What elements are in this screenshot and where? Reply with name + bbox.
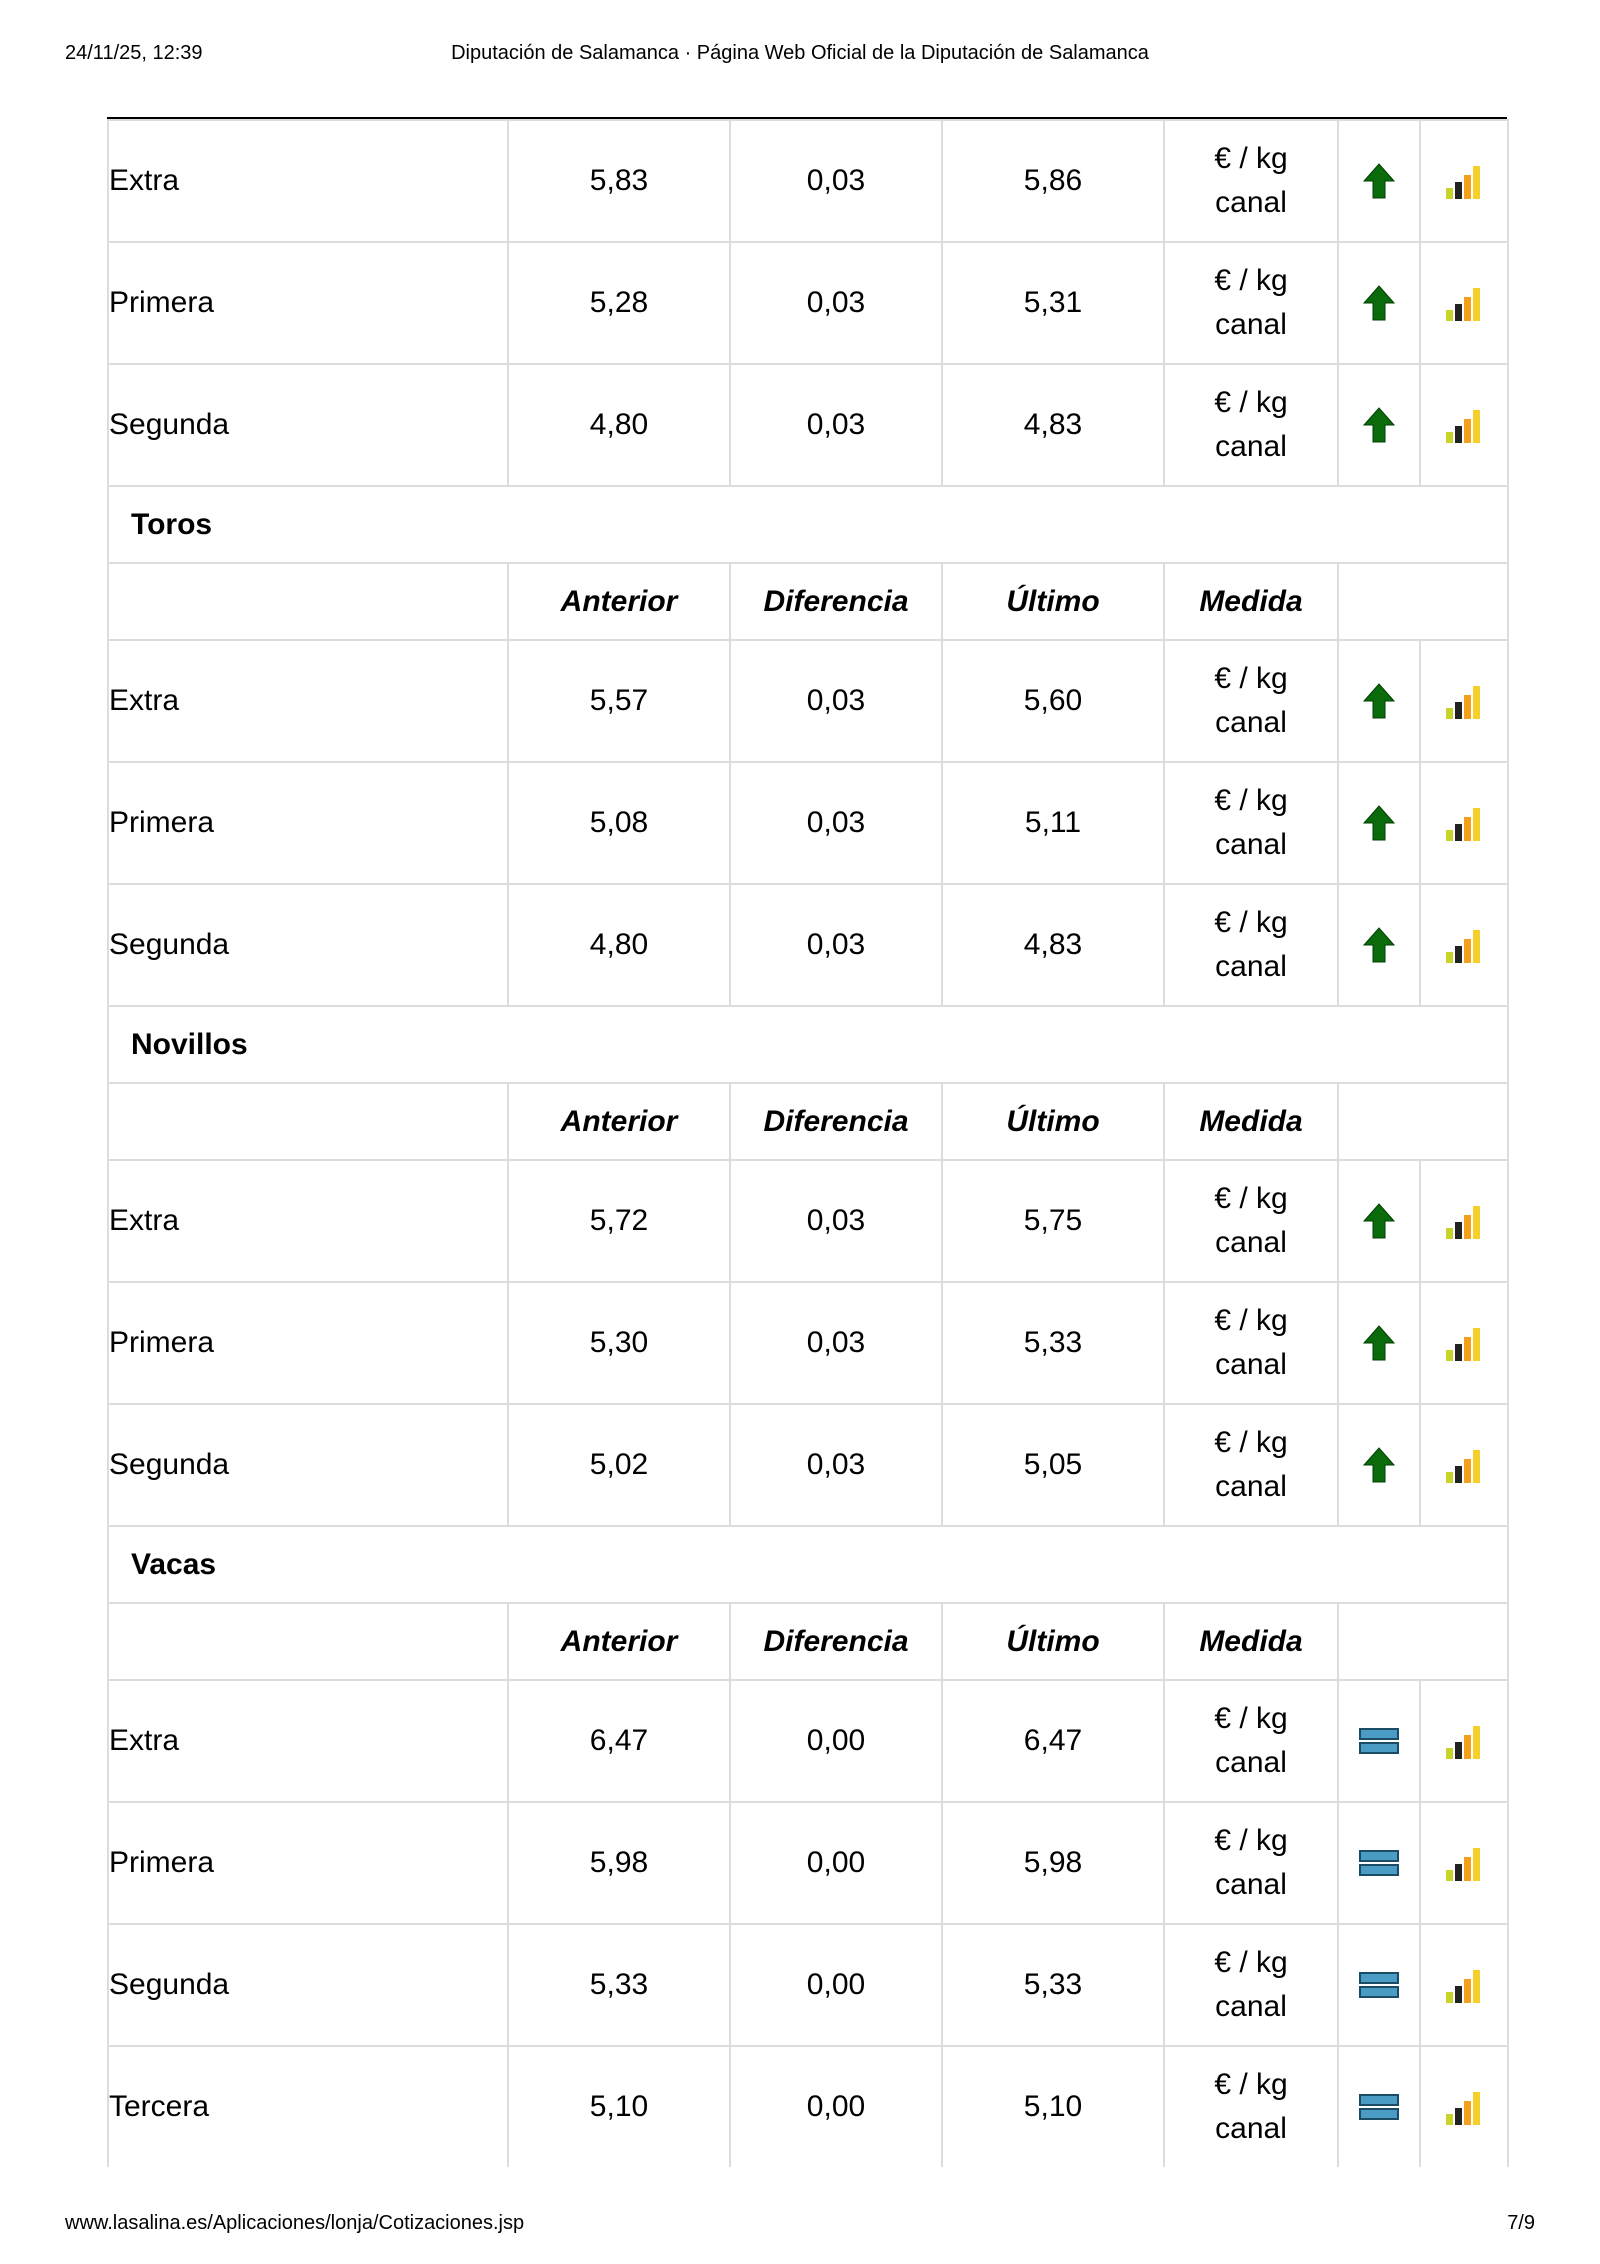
table-row xyxy=(108,242,1508,364)
medida-unit-line2: canal xyxy=(1215,706,1287,739)
ultimo-value: 5,86 xyxy=(942,120,1164,242)
bar-chart-icon[interactable] xyxy=(1444,1445,1484,1485)
section-title: Toros xyxy=(108,486,1508,563)
anterior-value: 5,83 xyxy=(508,120,730,242)
ultimo-value: 5,33 xyxy=(942,1282,1164,1404)
medida-unit-line1: € / kg xyxy=(1214,784,1288,817)
bar-chart-icon[interactable] xyxy=(1444,1843,1484,1883)
category-name: Tercera xyxy=(108,2046,508,2167)
medida-unit xyxy=(1164,1680,1338,1802)
section-title: Vacas xyxy=(108,1526,1508,1603)
column-header-row xyxy=(108,1083,1508,1160)
ultimo-value: 5,75 xyxy=(942,1160,1164,1282)
medida-unit-line2: canal xyxy=(1215,950,1287,983)
column-header-ultimo: Último xyxy=(942,1603,1164,1680)
diferencia-value: 0,03 xyxy=(730,120,942,242)
column-header-medida: Medida xyxy=(1164,563,1338,640)
bar-chart-icon[interactable] xyxy=(1444,405,1484,445)
print-page-number: 7/9 xyxy=(1507,2212,1535,2234)
category-name: Extra xyxy=(108,640,508,762)
history-chart-cell[interactable] xyxy=(1420,1802,1508,1924)
medida-unit-line1: € / kg xyxy=(1214,1824,1288,1857)
diferencia-value: 0,00 xyxy=(730,1680,942,1802)
medida-unit xyxy=(1164,884,1338,1006)
category-name: Primera xyxy=(108,242,508,364)
trend-equal-icon xyxy=(1359,1721,1399,1761)
bar-chart-icon[interactable] xyxy=(1444,1721,1484,1761)
anterior-value: 5,02 xyxy=(508,1404,730,1526)
history-chart-cell[interactable] xyxy=(1420,640,1508,762)
bar-chart-icon[interactable] xyxy=(1444,1201,1484,1241)
column-header-diferencia: Diferencia xyxy=(730,1083,942,1160)
trend-up-arrow-icon xyxy=(1359,1323,1399,1363)
trend-up-arrow-icon xyxy=(1359,161,1399,201)
diferencia-value: 0,03 xyxy=(730,1160,942,1282)
history-chart-cell[interactable] xyxy=(1420,884,1508,1006)
bar-chart-icon[interactable] xyxy=(1444,161,1484,201)
bar-chart-icon[interactable] xyxy=(1444,2087,1484,2127)
anterior-value: 5,28 xyxy=(508,242,730,364)
bar-chart-icon[interactable] xyxy=(1444,803,1484,843)
ultimo-value: 6,47 xyxy=(942,1680,1164,1802)
bar-chart-icon[interactable] xyxy=(1444,1965,1484,2005)
column-header-diferencia: Diferencia xyxy=(730,1603,942,1680)
trend-up-arrow-icon xyxy=(1359,803,1399,843)
history-chart-cell[interactable] xyxy=(1420,1404,1508,1526)
bar-chart-icon[interactable] xyxy=(1444,283,1484,323)
table-row xyxy=(108,1924,1508,2046)
diferencia-value: 0,00 xyxy=(730,1924,942,2046)
category-name: Extra xyxy=(108,1680,508,1802)
medida-unit-line1: € / kg xyxy=(1214,1702,1288,1735)
trend-up-arrow-icon xyxy=(1359,1445,1399,1485)
category-name: Extra xyxy=(108,1160,508,1282)
diferencia-value: 0,03 xyxy=(730,884,942,1006)
trend-cell xyxy=(1338,1680,1420,1802)
table-row xyxy=(108,364,1508,486)
history-chart-cell[interactable] xyxy=(1420,762,1508,884)
trend-cell xyxy=(1338,1802,1420,1924)
medida-unit xyxy=(1164,640,1338,762)
cotizaciones-table xyxy=(107,119,1509,2167)
anterior-value: 5,98 xyxy=(508,1802,730,1924)
column-header-row xyxy=(108,1603,1508,1680)
table-row xyxy=(108,640,1508,762)
column-header-diferencia: Diferencia xyxy=(730,563,942,640)
medida-unit-line2: canal xyxy=(1215,430,1287,463)
ultimo-value: 4,83 xyxy=(942,884,1164,1006)
trend-equal-icon xyxy=(1359,1843,1399,1883)
trend-up-arrow-icon xyxy=(1359,405,1399,445)
trend-cell xyxy=(1338,1924,1420,2046)
medida-unit xyxy=(1164,1160,1338,1282)
history-chart-cell[interactable] xyxy=(1420,2046,1508,2167)
medida-unit-line1: € / kg xyxy=(1214,2068,1288,2101)
medida-unit-line1: € / kg xyxy=(1214,1946,1288,1979)
table-row xyxy=(108,762,1508,884)
medida-unit-line2: canal xyxy=(1215,1746,1287,1779)
table-row xyxy=(108,1282,1508,1404)
column-header-empty xyxy=(1338,1083,1508,1160)
trend-cell xyxy=(1338,884,1420,1006)
anterior-value: 5,33 xyxy=(508,1924,730,2046)
history-chart-cell[interactable] xyxy=(1420,1160,1508,1282)
medida-unit-line2: canal xyxy=(1215,186,1287,219)
history-chart-cell[interactable] xyxy=(1420,120,1508,242)
ultimo-value: 5,10 xyxy=(942,2046,1164,2167)
column-header-anterior: Anterior xyxy=(508,1083,730,1160)
medida-unit-line2: canal xyxy=(1215,308,1287,341)
category-name: Segunda xyxy=(108,1404,508,1526)
anterior-value: 6,47 xyxy=(508,1680,730,1802)
column-header-medida: Medida xyxy=(1164,1603,1338,1680)
category-name: Segunda xyxy=(108,1924,508,2046)
print-url: www.lasalina.es/Aplicaciones/lonja/Cotizaciones.jsp xyxy=(65,2212,525,2234)
section-header-row xyxy=(108,1526,1508,1603)
anterior-value: 5,30 xyxy=(508,1282,730,1404)
column-header-row xyxy=(108,563,1508,640)
anterior-value: 5,10 xyxy=(508,2046,730,2167)
medida-unit-line1: € / kg xyxy=(1214,142,1288,175)
category-name: Primera xyxy=(108,762,508,884)
diferencia-value: 0,03 xyxy=(730,1282,942,1404)
trend-cell xyxy=(1338,640,1420,762)
medida-unit-line1: € / kg xyxy=(1214,1426,1288,1459)
medida-unit-line1: € / kg xyxy=(1214,264,1288,297)
medida-unit xyxy=(1164,1924,1338,2046)
trend-cell xyxy=(1338,762,1420,884)
history-chart-cell[interactable] xyxy=(1420,242,1508,364)
bar-chart-icon[interactable] xyxy=(1444,681,1484,721)
trend-cell xyxy=(1338,364,1420,486)
history-chart-cell[interactable] xyxy=(1420,1680,1508,1802)
category-name: Segunda xyxy=(108,364,508,486)
table-row xyxy=(108,1680,1508,1802)
medida-unit-line2: canal xyxy=(1215,1868,1287,1901)
column-header-empty xyxy=(1338,563,1508,640)
trend-cell xyxy=(1338,1160,1420,1282)
trend-cell xyxy=(1338,1282,1420,1404)
print-page-title: Diputación de Salamanca · Página Web Oficial de la Diputación de Salamanca xyxy=(451,42,1149,64)
table-row xyxy=(108,1404,1508,1526)
diferencia-value: 0,03 xyxy=(730,640,942,762)
column-header-medida: Medida xyxy=(1164,1083,1338,1160)
medida-unit xyxy=(1164,1802,1338,1924)
medida-unit xyxy=(1164,1282,1338,1404)
history-chart-cell[interactable] xyxy=(1420,1282,1508,1404)
medida-unit-line2: canal xyxy=(1215,1470,1287,1503)
anterior-value: 4,80 xyxy=(508,364,730,486)
column-header-empty xyxy=(108,563,508,640)
medida-unit xyxy=(1164,120,1338,242)
table-row xyxy=(108,1160,1508,1282)
medida-unit-line2: canal xyxy=(1215,1990,1287,2023)
section-header-row xyxy=(108,1006,1508,1083)
table-row xyxy=(108,1802,1508,1924)
category-name: Extra xyxy=(108,120,508,242)
ultimo-value: 4,83 xyxy=(942,364,1164,486)
diferencia-value: 0,03 xyxy=(730,1404,942,1526)
column-header-anterior: Anterior xyxy=(508,563,730,640)
category-name: Primera xyxy=(108,1802,508,1924)
medida-unit-line1: € / kg xyxy=(1214,1182,1288,1215)
medida-unit-line2: canal xyxy=(1215,2112,1287,2145)
column-header-empty xyxy=(1338,1603,1508,1680)
medida-unit-line1: € / kg xyxy=(1214,662,1288,695)
anterior-value: 5,57 xyxy=(508,640,730,762)
medida-unit-line2: canal xyxy=(1215,1226,1287,1259)
category-name: Primera xyxy=(108,1282,508,1404)
anterior-value: 5,72 xyxy=(508,1160,730,1282)
medida-unit xyxy=(1164,242,1338,364)
category-name: Segunda xyxy=(108,884,508,1006)
trend-up-arrow-icon xyxy=(1359,283,1399,323)
anterior-value: 4,80 xyxy=(508,884,730,1006)
medida-unit-line1: € / kg xyxy=(1214,1304,1288,1337)
column-header-anterior: Anterior xyxy=(508,1603,730,1680)
diferencia-value: 0,00 xyxy=(730,1802,942,1924)
trend-cell xyxy=(1338,2046,1420,2167)
ultimo-value: 5,98 xyxy=(942,1802,1164,1924)
diferencia-value: 0,03 xyxy=(730,364,942,486)
history-chart-cell[interactable] xyxy=(1420,1924,1508,2046)
ultimo-value: 5,33 xyxy=(942,1924,1164,2046)
bar-chart-icon[interactable] xyxy=(1444,925,1484,965)
medida-unit xyxy=(1164,2046,1338,2167)
medida-unit-line2: canal xyxy=(1215,1348,1287,1381)
bar-chart-icon[interactable] xyxy=(1444,1323,1484,1363)
trend-cell xyxy=(1338,120,1420,242)
section-title: Novillos xyxy=(108,1006,1508,1083)
medida-unit xyxy=(1164,1404,1338,1526)
column-header-empty xyxy=(108,1083,508,1160)
column-header-ultimo: Último xyxy=(942,1083,1164,1160)
column-header-ultimo: Último xyxy=(942,563,1164,640)
medida-unit xyxy=(1164,762,1338,884)
anterior-value: 5,08 xyxy=(508,762,730,884)
trend-cell xyxy=(1338,1404,1420,1526)
table-row xyxy=(108,884,1508,1006)
diferencia-value: 0,03 xyxy=(730,762,942,884)
section-header-row xyxy=(108,486,1508,563)
medida-unit-line1: € / kg xyxy=(1214,386,1288,419)
medida-unit-line1: € / kg xyxy=(1214,906,1288,939)
print-datetime: 24/11/25, 12:39 xyxy=(65,42,203,64)
trend-up-arrow-icon xyxy=(1359,925,1399,965)
table-row xyxy=(108,2046,1508,2167)
ultimo-value: 5,60 xyxy=(942,640,1164,762)
trend-up-arrow-icon xyxy=(1359,1201,1399,1241)
ultimo-value: 5,11 xyxy=(942,762,1164,884)
diferencia-value: 0,00 xyxy=(730,2046,942,2167)
ultimo-value: 5,31 xyxy=(942,242,1164,364)
trend-cell xyxy=(1338,242,1420,364)
diferencia-value: 0,03 xyxy=(730,242,942,364)
medida-unit xyxy=(1164,364,1338,486)
history-chart-cell[interactable] xyxy=(1420,364,1508,486)
table-row xyxy=(108,120,1508,242)
trend-up-arrow-icon xyxy=(1359,681,1399,721)
column-header-empty xyxy=(108,1603,508,1680)
ultimo-value: 5,05 xyxy=(942,1404,1164,1526)
medida-unit-line2: canal xyxy=(1215,828,1287,861)
trend-equal-icon xyxy=(1359,2087,1399,2127)
trend-equal-icon xyxy=(1359,1965,1399,2005)
